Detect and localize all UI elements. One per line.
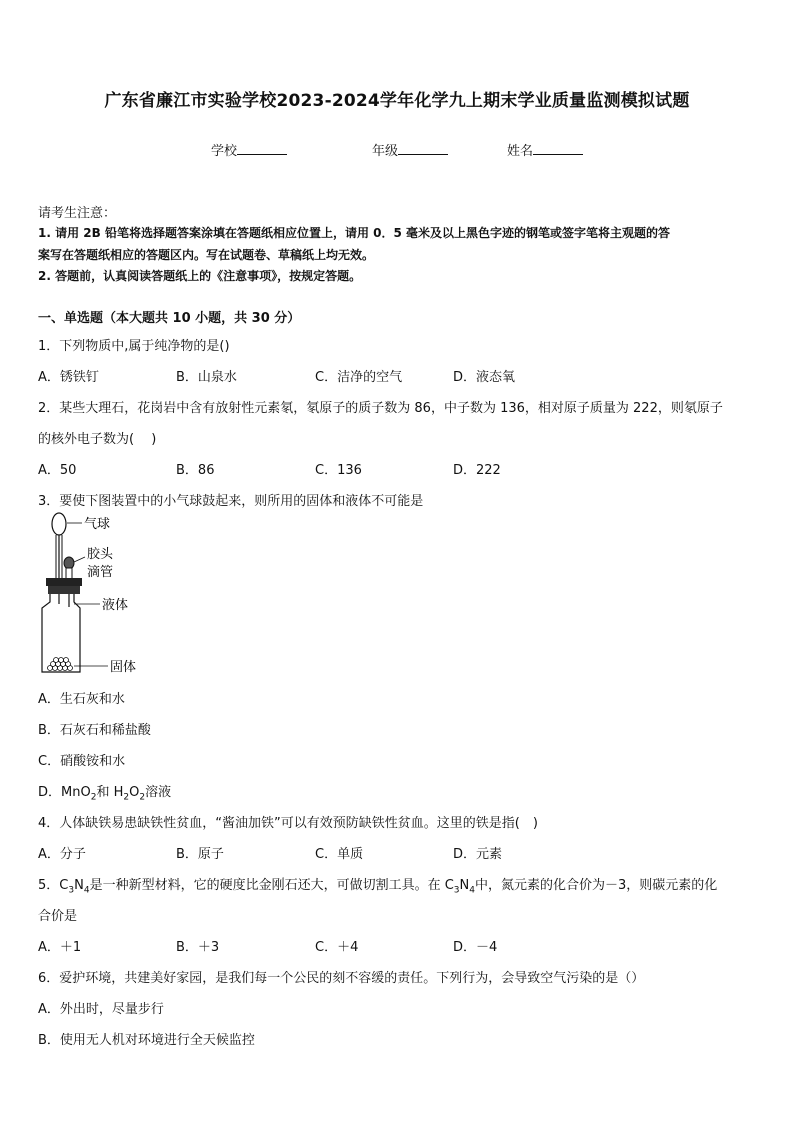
notice-line-2: 案写在答题纸相应的答题区内。写在试题卷、草稿纸上均无效。 [38, 248, 375, 262]
q5-part1: 5．C [38, 878, 69, 893]
school-blank [237, 142, 287, 155]
q5-part3: 是一种新型材料，它的硬度比金刚石还大，可做切割工具。在 C [89, 878, 454, 893]
q6-option-b: B．使用无人机对环境进行全天候监控 [38, 1033, 255, 1048]
q2-stem-1: 2．某些大理石，花岗岩中含有放射性元素氡，氡原子的质子数为 86，中子数为 136，相对原子质量为 222，则氡原子 [38, 401, 723, 416]
q6-stem: 6．爱护环境，共建美好家园，是我们每一个公民的刻不容缓的责任。下列行为，会导致空气污染的是（） [38, 971, 645, 986]
q3-option-a: A．生石灰和水 [38, 692, 125, 707]
q3-d-sub3: 2 [139, 792, 146, 803]
q5-sub4: 4 [469, 885, 475, 896]
q5-part5: 中，氮元素的化合价为－3，则碳元素的化 [474, 878, 718, 893]
solid-pile [48, 658, 73, 671]
label-liquid: 液体 [102, 598, 129, 613]
q3-option-b: B．石灰石和稀盐酸 [38, 723, 151, 738]
stopper-bottom [48, 586, 80, 594]
q5-part4: N [459, 878, 470, 893]
notice-heading: 请考生注意： [38, 206, 117, 221]
q5-sub1: 3 [68, 885, 75, 896]
q3-d-part1: D．MnO [38, 785, 91, 800]
q3-d-part3: O [129, 785, 140, 800]
name-label: 姓名 [507, 144, 534, 159]
notice-line-1: 1. 请用 2B 铅笔将选择题答案涂填在答题纸相应位置上，请用 0．5 毫米及以上黑色字迹的钢笔或签字笔将主观题的答 [38, 226, 670, 240]
q3-d-sub1: 2 [90, 792, 97, 803]
school-field [211, 140, 287, 159]
q4-option-b: B．原子 [176, 847, 224, 862]
q3-option-c: C．硝酸铵和水 [38, 754, 126, 769]
apparatus-diagram [38, 512, 158, 678]
balloon-shape [52, 513, 66, 535]
q5-part2: N [74, 878, 84, 893]
q4-option-a: A．分子 [38, 847, 86, 862]
label-dropper-2: 滴管 [87, 565, 114, 580]
q5-option-a: A．＋1 [38, 940, 82, 955]
school-label: 学校 [211, 144, 238, 159]
q3-d-sub2: 2 [123, 792, 130, 803]
q6-option-a: A．外出时，尽量步行 [38, 1002, 164, 1017]
q4-option-d: D．元素 [453, 847, 503, 862]
q1-option-c: C．洁净的空气 [315, 370, 403, 385]
q3-stem: 3．要使下图装置中的小气球鼓起来，则所用的固体和液体不可能是 [38, 494, 424, 509]
dropper-bulb [64, 557, 74, 569]
label-dropper-1: 胶头 [87, 547, 114, 562]
q5-stem-2: 合价是 [38, 909, 78, 924]
q4-option-c: C．单质 [315, 847, 364, 862]
q2-option-b: B．86 [176, 463, 215, 478]
q2-option-a: A．50 [38, 463, 77, 478]
name-blank [533, 142, 583, 155]
q2-option-d: D．222 [453, 463, 501, 478]
grade-field [372, 140, 448, 159]
q1-option-a: A．锈铁钉 [38, 370, 99, 385]
q1-option-b: B．山泉水 [176, 370, 237, 385]
grade-label: 年级 [372, 144, 399, 159]
section-heading: 一、单选题（本大题共 10 小题，共 30 分） [38, 311, 301, 326]
stopper-top [46, 578, 82, 586]
label-solid: 固体 [110, 660, 137, 675]
grade-blank [398, 142, 448, 155]
q3-d-part2: 和 H [96, 785, 124, 800]
q5-stem-1 [38, 874, 717, 896]
q1-stem: 1．下列物质中,属于纯净物的是() [38, 339, 230, 354]
label-balloon: 气球 [84, 517, 111, 532]
q3-d-part4: 溶液 [145, 785, 172, 800]
q3-option-d [38, 781, 171, 803]
notice-line-3: 2. 答题前，认真阅读答题纸上的《注意事项》，按规定答题。 [38, 269, 362, 283]
q5-sub3: 3 [453, 885, 460, 896]
exam-title: 广东省廉江市实验学校2023-2024学年化学九上期末学业质量监测模拟试题 [104, 91, 690, 111]
q2-option-c: C．136 [315, 463, 362, 478]
q2-stem-2: 的核外电子数为( ) [38, 432, 157, 447]
q1-option-d: D．液态氧 [453, 370, 516, 385]
dropper-leader [74, 557, 85, 562]
name-field [507, 140, 583, 159]
q5-sub2: 4 [83, 885, 90, 896]
q4-stem: 4．人体缺铁易患缺铁性贫血，“酱油加铁”可以有效预防缺铁性贫血。这里的铁是指( ) [38, 816, 538, 831]
q5-option-d: D．－4 [453, 940, 498, 955]
q5-option-c: C．＋4 [315, 940, 359, 955]
q5-option-b: B．＋3 [176, 940, 220, 955]
